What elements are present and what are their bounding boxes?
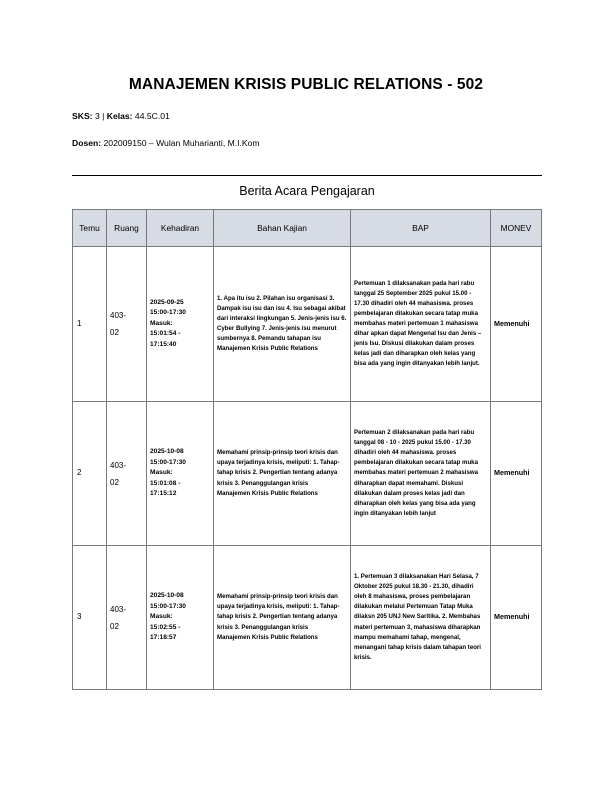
- table-row: [73, 402, 542, 546]
- cell-kehadiran: 2025-10-08 15:00-17:30 Masuk: 15:02:55 - 17:18:57: [147, 546, 214, 690]
- course-meta-dosen: [72, 138, 260, 148]
- sks-value: 3 |: [94, 111, 107, 121]
- dosen-value: 202009150 – Wulan Muharianti, M.I.Kom: [103, 138, 260, 148]
- table-row: [73, 247, 542, 402]
- cell-bap: 1. Pertemuan 3 dilaksanakan Hari Selasa, 7 Oktober 2025 pukul 18.30 - 21.30, dihadiri oleh 8 mahasiswa, proses pembelajaran dilakukan melalui Pertemuan Tatap Muka dilaksn 205 UNJ New Saritika. 2. Membahas materi pertemuan 3, mahasiswa diharapkan mampu memahami tahap, mengenal, menangani tahap krisis dalam tahapan teori krisis.: [351, 546, 491, 690]
- cell-kehadiran: 2025-09-25 15:00-17:30 Masuk: 15:01:54 - 17:15:40: [147, 247, 214, 402]
- cell-ruang: 403- 02: [107, 546, 147, 690]
- col-header-monev: MONEV: [491, 210, 542, 247]
- bap-table: [72, 209, 542, 690]
- dosen-label: Dosen:: [72, 138, 102, 148]
- cell-kehadiran: 2025-10-08 15:00-17:30 Masuk: 15:01:08 - 17:15:12: [147, 402, 214, 546]
- cell-ruang: 403- 02: [107, 247, 147, 402]
- table-title: Berita Acara Pengajaran: [239, 184, 375, 198]
- cell-temu: 2: [73, 402, 107, 546]
- page-title: MANAJEMEN KRISIS PUBLIC RELATIONS - 502: [128, 76, 484, 93]
- cell-bahan-kajian: Memahami prinsip-prinsip teori krisis dan upaya terjadinya krisis, meliputi: 1. Tahap-tahap krisis 2. Pengertian tentang adanya krisis 3. Penanggulangan krisis Manajemen Krisis Public Relations: [214, 402, 351, 546]
- col-header-kehadiran: Kehadiran: [147, 210, 214, 247]
- sks-label: SKS:: [72, 111, 93, 121]
- cell-bap: Pertemuan 1 dilaksanakan pada hari rabu tanggal 25 September 2025 pukul 15.00 - 17.30 dihadiri oleh 44 mahasiswa. proses pembelajaran dilakukan secara tatap muka membahas materi pertemuan 1 mahasiswa dihar apkan dapat Mengenal Isu dan Jenis – jenis Isu. Diskusi dilakukan dalam proses kelas jadi dan diharapkan oleh kelas yang bisa ada yang ingin ditanyakan lebih lanjut.: [351, 247, 491, 402]
- cell-monev: Memenuhi: [491, 247, 542, 402]
- cell-temu: 3: [73, 546, 107, 690]
- cell-monev: Memenuhi: [491, 546, 542, 690]
- col-header-bahan-kajian: Bahan Kajian: [214, 210, 351, 247]
- col-header-bap: BAP: [351, 210, 491, 247]
- table-header-row: [73, 210, 542, 247]
- cell-monev: Memenuhi: [491, 402, 542, 546]
- cell-bap: Pertemuan 2 dilaksanakan pada hari rabu tanggal 08 - 10 - 2025 pukul 15.00 - 17.30 dihadiri oleh 44 mahasiswa. proses pembelajaran dilakukan secara tatap muka membahas materi pertemuan 2 mahasiswa diharapkan dapat memahami. Diskusi dilakukan dalam proses kelas jadi dan diharapkan oleh kelas yang bisa ada yang ingin ditanyakan lebih lanjut: [351, 402, 491, 546]
- col-header-temu: Temu: [73, 210, 107, 247]
- col-header-ruang: Ruang: [107, 210, 147, 247]
- table-row: [73, 546, 542, 690]
- course-meta-sks: [72, 111, 170, 121]
- cell-ruang: 403- 02: [107, 402, 147, 546]
- cell-bahan-kajian: Memahami prinsip-prinsip teori krisis dan upaya terjadinya krisis, meliputi: 1. Tahap-tahap krisis 2. Pengertian tentang adanya krisis 3. Penanggulangan krisis Manajemen Krisis Public Relations: [214, 546, 351, 690]
- kelas-label: Kelas:: [106, 111, 133, 121]
- kelas-value: 44.5C.01: [134, 111, 170, 121]
- cell-temu: 1: [73, 247, 107, 402]
- section-divider: [72, 175, 542, 176]
- cell-bahan-kajian: 1. Apa itu isu 2. Pilahan isu organisasi 3. Dampak isu isu dan isu 4. Isu sebagai akibat dari interaksi lingkungan 5. Jenis-jenis isu 6. Cyber Bullying 7. Jenis-jenis isu menurut sumbernya 8. Pemandu tahapan isu Manajemen Krisis Public Relations: [214, 247, 351, 402]
